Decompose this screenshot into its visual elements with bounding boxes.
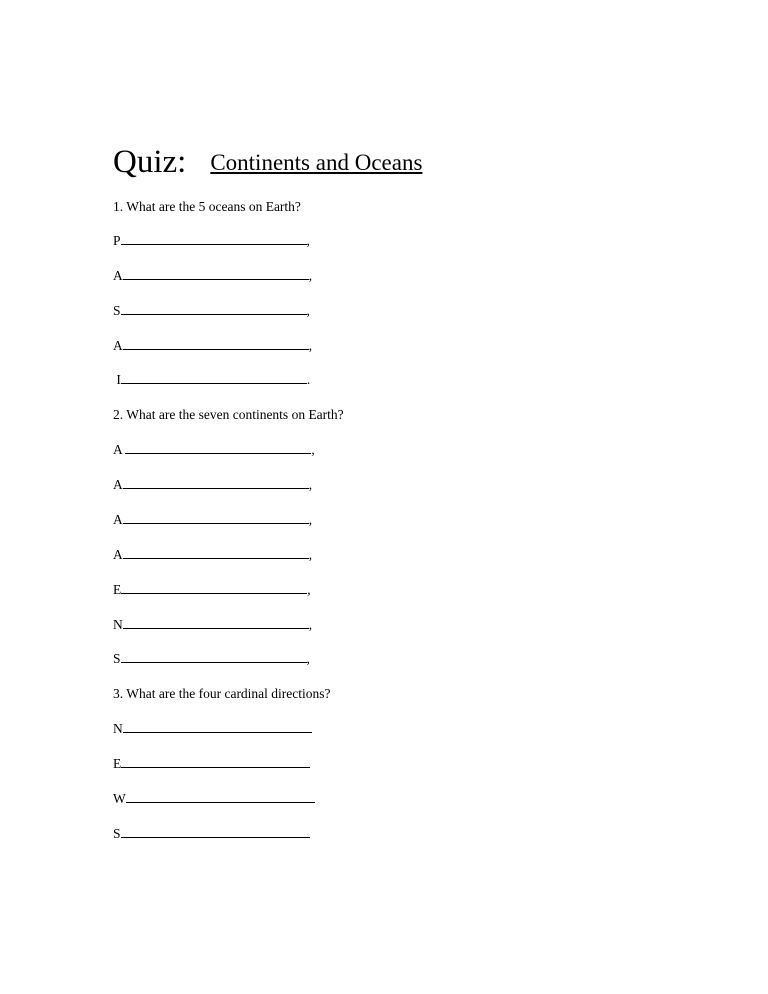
- answer-line[interactable]: [113, 268, 312, 284]
- answer-punctuation: ,: [311, 442, 315, 457]
- answer-letter: I: [113, 372, 121, 387]
- answer-blank[interactable]: [123, 268, 309, 280]
- answer-punctuation: ,: [308, 617, 313, 632]
- answer-blank[interactable]: [123, 477, 309, 489]
- answer-line[interactable]: [113, 826, 310, 842]
- answer-line[interactable]: [113, 617, 312, 633]
- answer-letter: S: [113, 303, 121, 318]
- answer-line[interactable]: [113, 338, 312, 354]
- answer-blank[interactable]: [126, 791, 315, 803]
- answer-letter: A: [113, 268, 123, 283]
- answer-letter: S: [113, 651, 121, 666]
- answer-blank[interactable]: [121, 303, 307, 315]
- answer-line[interactable]: [113, 791, 315, 807]
- answer-blank[interactable]: [121, 826, 310, 838]
- answer-letter: E: [113, 582, 122, 597]
- answer-letter: A: [113, 442, 126, 457]
- answer-letter: W: [113, 791, 126, 806]
- answer-letter: A: [113, 512, 123, 527]
- answer-blank[interactable]: [123, 617, 309, 629]
- answer-punctuation: ,: [306, 651, 310, 666]
- answer-letter: A: [113, 547, 123, 562]
- answer-blank[interactable]: [121, 233, 307, 245]
- answer-line[interactable]: [113, 233, 310, 249]
- answer-letter: A: [113, 477, 123, 492]
- answer-line[interactable]: [113, 756, 310, 772]
- answer-blank[interactable]: [121, 372, 307, 384]
- answer-line[interactable]: [113, 372, 310, 388]
- question-1-prompt: 1. What are the 5 oceans on Earth?: [113, 199, 301, 214]
- answer-letter: S: [113, 826, 121, 841]
- answer-punctuation: ,: [308, 512, 313, 527]
- answer-line[interactable]: [113, 477, 312, 493]
- answer-blank[interactable]: [121, 756, 310, 768]
- answer-blank[interactable]: [123, 338, 309, 350]
- quiz-title: [113, 143, 422, 181]
- quiz-subject: Continents and Oceans: [210, 150, 423, 175]
- answer-blank[interactable]: [121, 651, 307, 663]
- answer-punctuation: ,: [306, 303, 310, 318]
- question-3-prompt: 3. What are the four cardinal directions?: [113, 686, 331, 701]
- answer-line[interactable]: [113, 303, 310, 319]
- answer-blank[interactable]: [123, 721, 312, 733]
- question-2-prompt: 2. What are the seven continents on Earth?: [113, 407, 344, 422]
- answer-line[interactable]: [113, 651, 310, 667]
- answer-letter: N: [113, 617, 123, 632]
- answer-letter: A: [113, 338, 123, 353]
- answer-line[interactable]: [113, 582, 311, 598]
- answer-punctuation: ,: [306, 233, 310, 248]
- answer-line[interactable]: [113, 547, 312, 563]
- answer-letter: E: [113, 756, 122, 771]
- answer-blank[interactable]: [123, 547, 309, 559]
- answer-punctuation: ,: [308, 268, 313, 283]
- answer-punctuation: ,: [307, 582, 311, 597]
- answer-line[interactable]: [113, 721, 312, 737]
- answer-punctuation: ,: [308, 477, 313, 492]
- answer-letter: N: [113, 721, 123, 736]
- answer-blank[interactable]: [125, 442, 311, 454]
- answer-punctuation: ,: [308, 547, 313, 562]
- answer-punctuation: .: [306, 372, 311, 387]
- answer-blank[interactable]: [123, 512, 309, 524]
- answer-punctuation: ,: [308, 338, 313, 353]
- quiz-label: Quiz:: [113, 144, 187, 180]
- answer-line[interactable]: [113, 512, 312, 528]
- answer-line[interactable]: [113, 442, 315, 458]
- answer-blank[interactable]: [121, 582, 307, 594]
- answer-letter: P: [113, 233, 121, 248]
